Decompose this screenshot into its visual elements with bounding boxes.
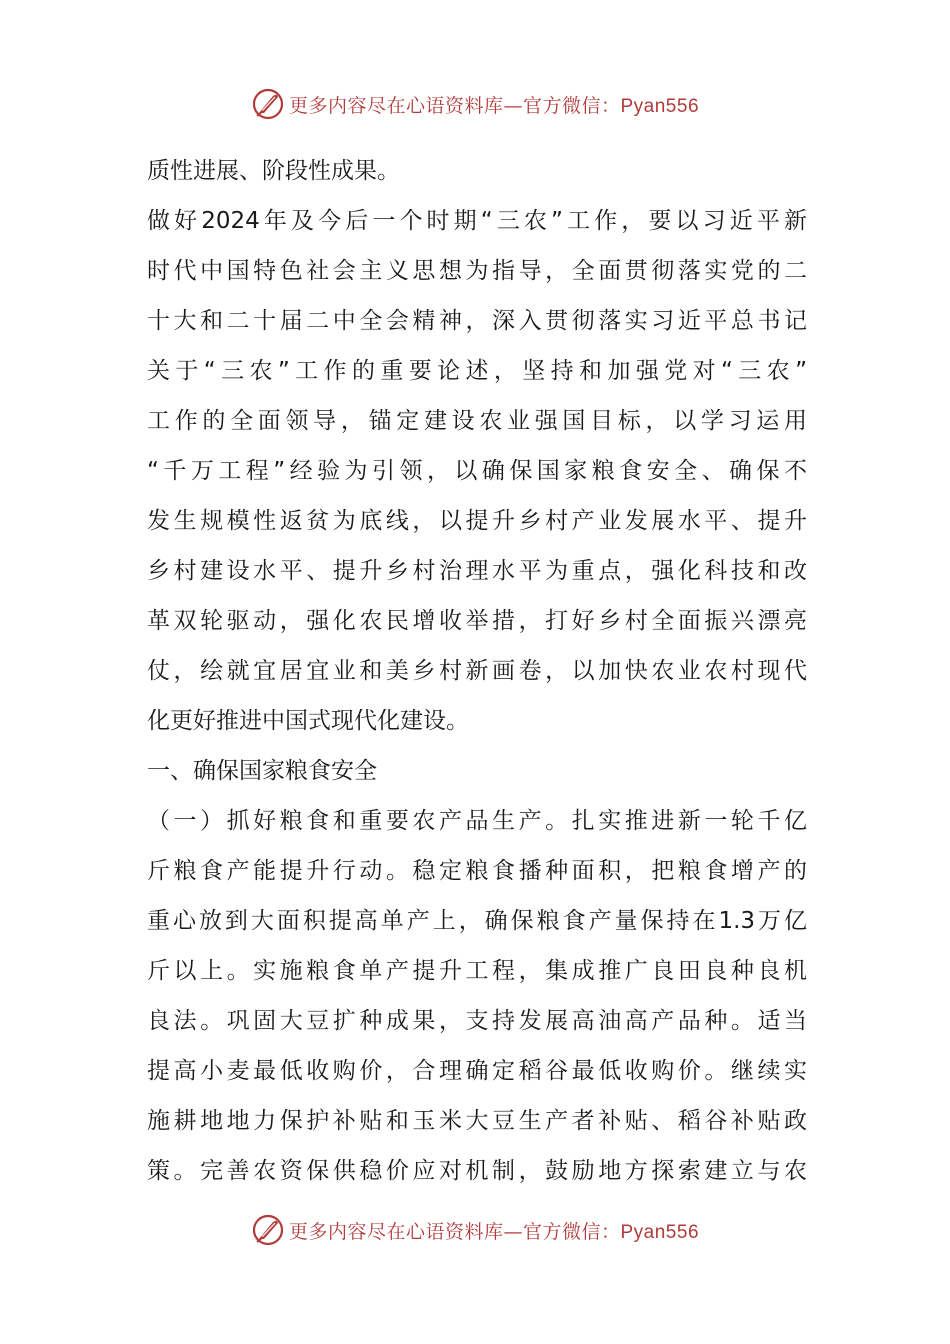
watermark-text: 更多内容尽在心语资料库—官方微信：Pyan556	[288, 1220, 700, 1243]
text-line: 策。完善农资保供稳价应对机制，鼓励地方探索建立与农	[147, 1158, 807, 1184]
pen-feather-logo-icon	[251, 1213, 285, 1247]
text-line: 时代中国特色社会主义思想为指导，全面贯彻落实党的二	[147, 258, 807, 284]
text-line: 施耕地地力保护补贴和玉米大豆生产者补贴、稻谷补贴政	[147, 1108, 807, 1134]
text-line: 重心放到大面积提高单产上，确保粮食产量保持在1.3万亿	[147, 908, 807, 934]
watermark-text: 更多内容尽在心语资料库—官方微信：Pyan556	[288, 94, 700, 117]
text-line: 做好2024年及今后一个时期“三农”工作，要以习近平新	[147, 208, 807, 234]
document-body	[147, 146, 807, 1196]
text-line: （一）抓好粮食和重要农产品生产。扎实推进新一轮千亿	[147, 808, 807, 834]
text-line: 乡村建设水平、提升乡村治理水平为重点，强化科技和改	[147, 558, 807, 584]
text-line: 十大和二十届二中全会精神，深入贯彻落实习近平总书记	[147, 308, 807, 334]
text-line: 良法。巩固大豆扩种成果，支持发展高油高产品种。适当	[147, 1008, 807, 1034]
text-line: 发生规模性返贫为底线，以提升乡村产业发展水平、提升	[147, 508, 807, 534]
text-line: 关于“三农”工作的重要论述，坚持和加强党对“三农”	[147, 358, 807, 384]
pen-feather-logo-icon	[251, 87, 285, 121]
text-line: 工作的全面领导，锚定建设农业强国目标，以学习运用	[147, 408, 807, 434]
text-line: 提高小麦最低收购价，合理确定稻谷最低收购价。继续实	[147, 1058, 807, 1084]
text-line: 斤以上。实施粮食单产提升工程，集成推广良田良种良机	[147, 958, 807, 984]
text-line: 仗，绘就宜居宜业和美乡村新画卷，以加快农业农村现代	[147, 658, 807, 684]
text-line: 革双轮驱动，强化农民增收举措，打好乡村全面振兴漂亮	[147, 608, 807, 634]
text-line: “千万工程”经验为引领，以确保国家粮食安全、确保不	[147, 458, 807, 484]
section-heading: 一、确保国家粮食安全	[147, 758, 377, 784]
footer-watermark	[0, 1210, 950, 1250]
text-line: 斤粮食产能提升行动。稳定粮食播种面积，把粮食增产的	[147, 858, 807, 884]
header-watermark	[0, 84, 950, 124]
text-line: 化更好推进中国式现代化建设。	[147, 708, 469, 734]
text-line: 质性进展、阶段性成果。	[147, 158, 400, 184]
